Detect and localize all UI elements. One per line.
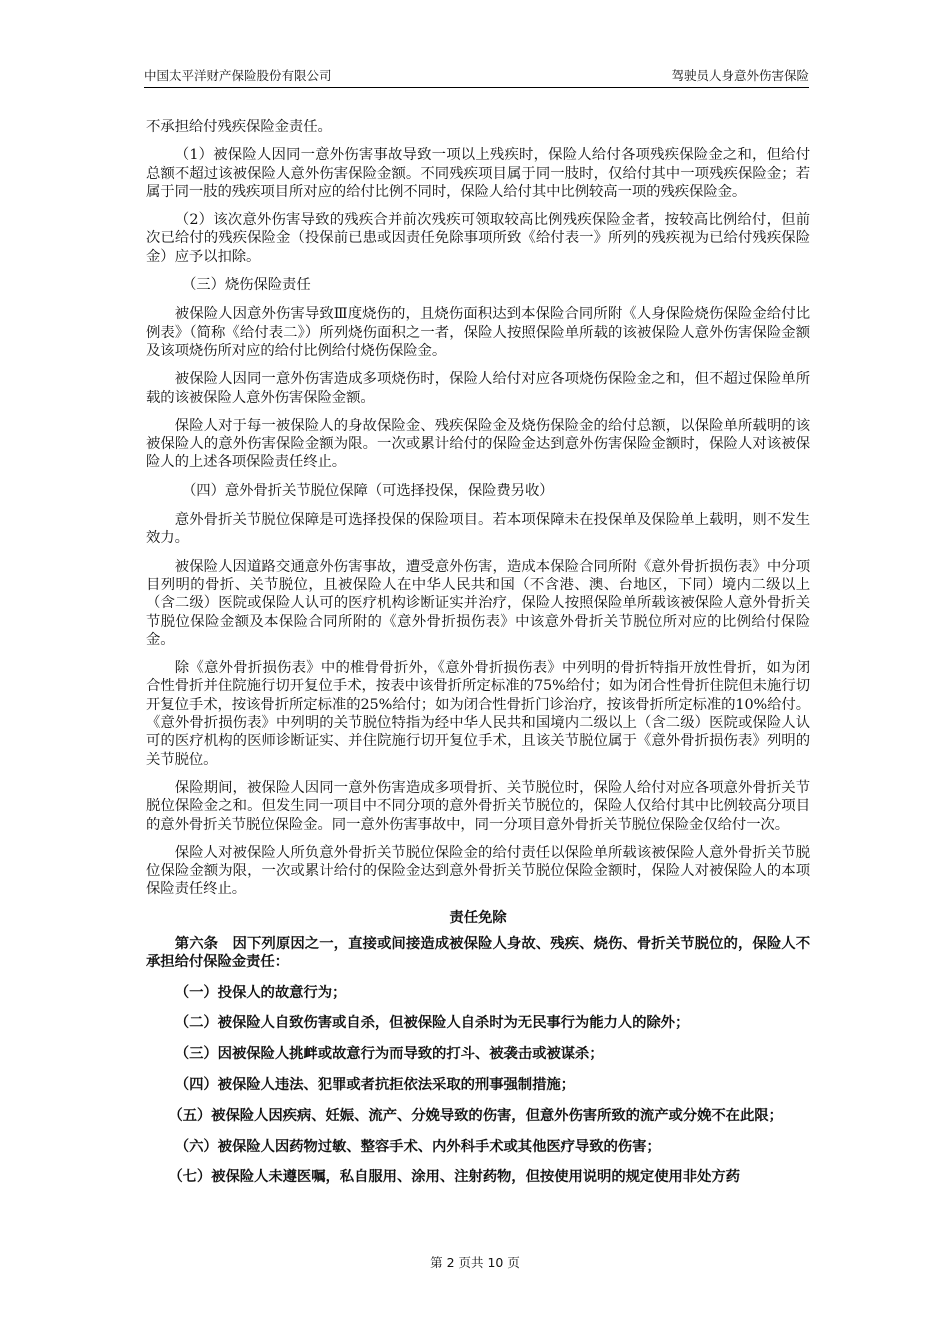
document-body (146, 118, 810, 1199)
section-title: 责任免除 (449, 908, 507, 926)
article-heading: 第六条 因下列原因之一，直接或间接造成被保险人身故、残疾、烧伤、骨折关节脱位的，保险人不承担给付保险金责任： (146, 934, 810, 971)
paragraph: 除《意外骨折损伤表》中的椎骨骨折外，《意外骨折损伤表》中列明的骨折特指开放性骨折，如为闭合性骨折并住院施行切开复位手术，按表中该骨折所定标准的75%给付；如为闭合性骨折住院但未施行切开复位手术，按该骨折所定标准的25%给付；如为闭合性骨折门诊治疗，按该骨折所定标准的10%给付。《意外骨折损伤表》中列明的关节脱位特指为经中华人民共和国境内二级以上（含二级）医院或保险人认可的医疗机构的医师诊断证实、并住院施行切开复位手术，且该关节脱位属于《意外骨折损伤表》列明的关节脱位。 (146, 660, 810, 768)
exclusion-item: （七）被保险人未遵医嘱，私自服用、涂用、注射药物，但按使用说明的规定使用非处方药 (168, 1168, 740, 1186)
paragraph: 被保险人因意外伤害导致Ⅲ度烧伤的，且烧伤面积达到本保险合同所附《人身保险烧伤保险金给付比例表》（简称《给付表二》）所列烧伤面积之一者，保险人按照保险单所载的该被保险人意外伤害保险金额及该项烧伤所对应的给付比例给付烧伤保险金。 (146, 306, 810, 359)
paragraph: 不承担给付残疾保险金责任。 (146, 119, 332, 135)
paragraph: 被保险人因同一意外伤害造成多项烧伤时，保险人给付对应各项烧伤保险金之和，但不超过保险单所载的该被保险人意外伤害保险金额。 (146, 371, 810, 406)
paragraph: 保险人对被保险人所负意外骨折关节脱位保险金的给付责任以保险单所载该被保险人意外骨折关节脱位保险金额为限，一次或累计给付的保险金达到意外骨折关节脱位保险金额时，保险人对被保险人的本项保险责任终止。 (146, 844, 810, 898)
paragraph: 意外骨折关节脱位保障是可选择投保的保险项目。若本项保障未在投保单及保险单上载明，则不发生效力。 (146, 512, 810, 547)
subsection-title: （三）烧伤保险责任 (182, 277, 311, 294)
exclusion-item: （四）被保险人违法、犯罪或者抗拒依法采取的刑事强制措施； (174, 1075, 575, 1093)
subsection-title: （四）意外骨折关节脱位保障（可选择投保，保险费另收） (182, 482, 554, 499)
exclusion-item: （三）因被保险人挑衅或故意行为而导致的打斗、被袭击或被谋杀； (174, 1045, 604, 1063)
paragraph: （2）该次意外伤害导致的残疾合并前次残疾可领取较高比例残疾保险金者，按较高比例给付，但前次已给付的残疾保险金（投保前已患或因责任免除事项所致《给付表一》所列的残疾视为已给付残疾保险金）应予以扣除。 (146, 212, 810, 265)
paragraph: （1）被保险人因同一意外伤害事故导致一项以上残疾时，保险人给付各项残疾保险金之和，但给付总额不超过该被保险人意外伤害保险金额。不同残疾项目属于同一肢时，仅给付其中一项残疾保险金；若属于同一肢的残疾项目所对应的给付比例不同时，保险人给付其中比例较高一项的残疾保险金。 (146, 147, 810, 200)
paragraph: 保险人对于每一被保险人的身故保险金、残疾保险金及烧伤保险金的给付总额，以保险单所载明的该被保险人的意外伤害保险金额为限。一次或累计给付的保险金达到意外伤害保险金额时，保险人对该被保险人的上述各项保险责任终止。 (146, 417, 810, 471)
page-header (144, 66, 809, 88)
page-number: 第 2 页共 10 页 (430, 1255, 520, 1270)
header-company: 中国太平洋财产保险股份有限公司 (144, 68, 332, 83)
exclusion-item: （六）被保险人因药物过敏、整容手术、内外科手术或其他医疗导致的伤害； (174, 1137, 661, 1155)
header-product: 驾驶员人身意外伤害保险 (671, 68, 809, 83)
exclusion-item: （一）投保人的故意行为； (174, 983, 347, 1001)
paragraph: 被保险人因道路交通意外伤害事故，遭受意外伤害，造成本保险合同所附《意外骨折损伤表》中分项目列明的骨折、关节脱位，且被保险人在中华人民共和国（不含港、澳、台地区，下同）境内二级以上（含二级）医院或保险人认可的医疗机构诊断证实并治疗，保险人按照保险单所载该被保险人意外骨折关节脱位保险金额及本保险合同所附的《意外骨折损伤表》中该意外骨折关节脱位所对应的比例给付保险金。 (146, 558, 810, 648)
exclusion-item: （五）被保险人因疾病、妊娠、流产、分娩导致的伤害，但意外伤害所致的流产或分娩不在此限； (168, 1106, 783, 1124)
exclusion-item: （二）被保险人自致伤害或自杀，但被保险人自杀时为无民事行为能力人的除外； (174, 1014, 690, 1032)
paragraph: 保险期间，被保险人因同一意外伤害造成多项骨折、关节脱位时，保险人给付对应各项意外骨折关节脱位保险金之和。但发生同一项目中不同分项的意外骨折关节脱位的，保险人仅给付其中比例较高分项目的意外骨折关节脱位保险金。同一意外伤害事故中，同一分项目意外骨折关节脱位保险金仅给付一次。 (146, 779, 810, 833)
